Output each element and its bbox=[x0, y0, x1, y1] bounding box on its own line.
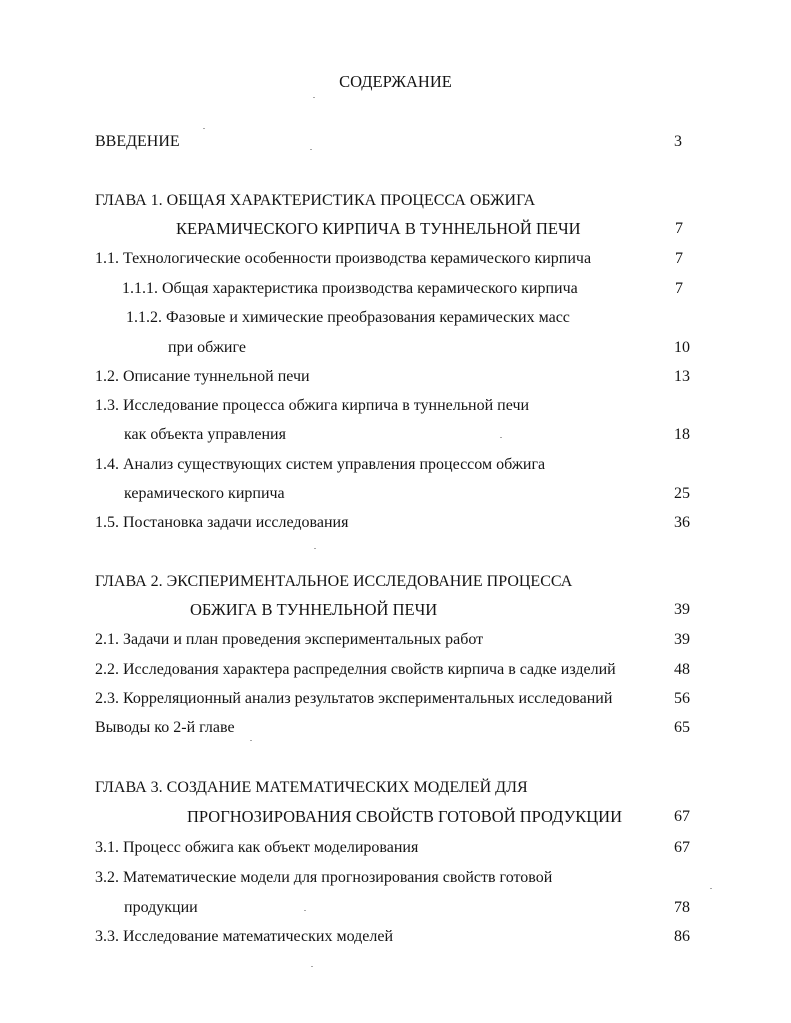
toc-entry-text: как объекта управления bbox=[124, 426, 286, 443]
toc-page-number: 18 bbox=[674, 426, 690, 443]
toc-entry-text: 1.2. Описание туннельной печи bbox=[95, 368, 310, 385]
toc-page-number: 39 bbox=[674, 601, 690, 618]
toc-page-number: 67 bbox=[674, 808, 690, 825]
toc-entry-text: при обжиге bbox=[168, 339, 246, 356]
toc-title: СОДЕРЖАНИЕ bbox=[339, 72, 452, 91]
toc-entry-text: КЕРАМИЧЕСКОГО КИРПИЧА В ТУННЕЛЬНОЙ ПЕЧИ bbox=[176, 219, 581, 238]
scan-speck bbox=[310, 149, 312, 150]
toc-entry-text: продукции bbox=[124, 899, 198, 916]
scan-speck bbox=[311, 966, 313, 967]
toc-page-number: 10 bbox=[674, 339, 690, 356]
toc-entry-text: ГЛАВА 1. ОБЩАЯ ХАРАКТЕРИСТИКА ПРОЦЕССА ОБЖИГА bbox=[95, 192, 536, 209]
toc-entry-text: ПРОГНОЗИРОВАНИЯ СВОЙСТВ ГОТОВОЙ ПРОДУКЦИИ bbox=[187, 807, 623, 826]
toc-entry-text: 1.4. Анализ существующих систем управления процессом обжига bbox=[95, 456, 546, 473]
scan-speck bbox=[500, 437, 502, 438]
scan-speck bbox=[304, 910, 306, 911]
toc-page-number: 48 bbox=[674, 661, 690, 678]
toc-entry-text: 1.5. Постановка задачи исследования bbox=[95, 514, 349, 531]
toc-entry-text: 1.3. Исследование процесса обжига кирпича в туннельной печи bbox=[95, 397, 530, 414]
toc-entry-text: 1.1.2. Фазовые и химические преобразования керамических масс bbox=[126, 309, 570, 326]
toc-page-number: 25 bbox=[674, 485, 690, 502]
toc-entry-text: 3.3. Исследование математических моделей bbox=[95, 928, 394, 945]
toc-entry-text: керамического кирпича bbox=[124, 485, 285, 502]
toc-page-number: 3 bbox=[674, 133, 682, 150]
toc-entry-text: ОБЖИГА В ТУННЕЛЬНОЙ ПЕЧИ bbox=[190, 600, 438, 619]
toc-page-number: 67 bbox=[674, 839, 690, 856]
toc-entry-text: 2.3. Корреляционный анализ результатов экспериментальных исследований bbox=[95, 690, 613, 707]
toc-entry-text: 2.1. Задачи и план проведения экспериментальных работ bbox=[95, 631, 484, 648]
toc-page-number: 78 bbox=[674, 899, 690, 916]
toc-page-number: 39 bbox=[674, 631, 690, 648]
scan-speck bbox=[313, 97, 315, 98]
toc-entry-text: Выводы ко 2-й главе bbox=[95, 719, 235, 736]
toc-page-number: 7 bbox=[675, 220, 683, 237]
toc-page-number: 65 bbox=[674, 719, 690, 736]
scan-speck bbox=[710, 888, 712, 889]
toc-entry-text: ВВЕДЕНИЕ bbox=[95, 133, 180, 150]
toc-page-number: 36 bbox=[674, 514, 690, 531]
scan-speck bbox=[314, 548, 316, 549]
toc-page-number: 56 bbox=[674, 690, 690, 707]
toc-entry-text: 3.1. Процесс обжига как объект моделирования bbox=[95, 839, 419, 856]
toc-page-number: 7 bbox=[675, 250, 683, 267]
toc-entry-text: ГЛАВА 3. СОЗДАНИЕ МАТЕМАТИЧЕСКИХ МОДЕЛЕЙ ДЛЯ bbox=[95, 779, 528, 796]
toc-page-number: 86 bbox=[674, 928, 690, 945]
toc-entry-text: 2.2. Исследования характера распределния свойств кирпича в садке изделий bbox=[95, 661, 616, 678]
toc-entry-text: ГЛАВА 2. ЭКСПЕРИМЕНТАЛЬНОЕ ИССЛЕДОВАНИЕ ПРОЦЕССА bbox=[95, 573, 573, 590]
toc-page-number: 13 bbox=[674, 368, 690, 385]
toc-entry-text: 1.1.1. Общая характеристика производства керамического кирпича bbox=[122, 280, 578, 297]
scan-speck bbox=[250, 740, 252, 741]
toc-page-number: 7 bbox=[675, 280, 683, 297]
scan-speck bbox=[203, 128, 205, 129]
toc-entry-text: 3.2. Математические модели для прогнозирования свойств готовой bbox=[95, 869, 553, 886]
toc-entry-text: 1.1. Технологические особенности производства керамического кирпича bbox=[95, 250, 592, 267]
